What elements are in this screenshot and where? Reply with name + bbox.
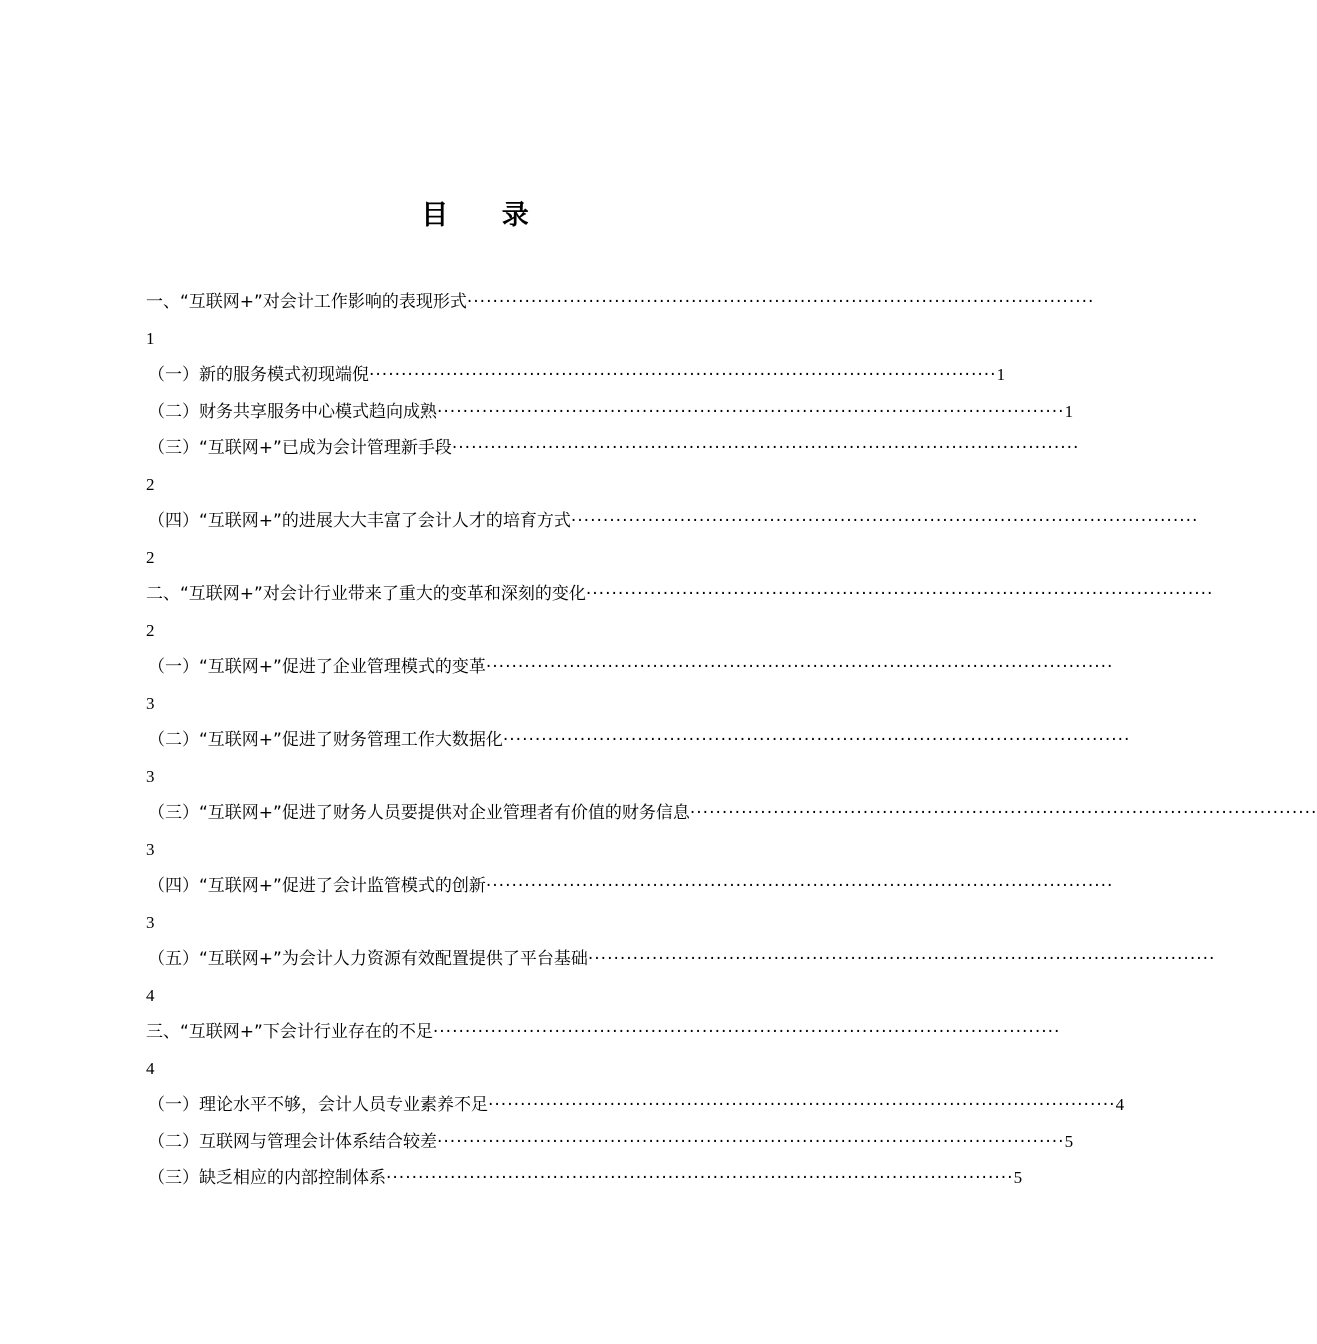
toc-entry-text: 三、“互联网+”下会计行业存在的不足	[146, 1022, 433, 1042]
toc-dot-leader: ··································································································	[502, 730, 1131, 750]
toc-dot-leader: ··································································································	[488, 1095, 1116, 1115]
toc-dot-leader: ··································································································	[689, 803, 1317, 823]
toc-page-number: 3	[146, 839, 155, 859]
toc-page-number: 5	[1013, 1168, 1023, 1187]
toc-dot-leader: ··································································································	[485, 657, 1114, 677]
toc-page-number: 5	[1064, 1131, 1074, 1151]
toc-entry-text: （三）缺乏相应的内部控制体系	[148, 1168, 386, 1188]
toc-entry-text: （四）“互联网+”促进了会计监管模式的创新	[148, 876, 486, 896]
toc-entry[interactable]	[146, 795, 1317, 868]
toc-page-number: 3	[146, 912, 155, 932]
toc-entry[interactable]	[146, 1124, 1074, 1161]
toc-entry-text: （三）“互联网+”促进了财务人员要提供对企业管理者有价值的财务信息	[148, 803, 690, 823]
toc-dot-leader: ··································································································	[587, 949, 1216, 969]
toc-entry[interactable]	[146, 649, 1114, 722]
toc-entry[interactable]	[146, 357, 1006, 394]
table-of-contents	[146, 284, 1317, 1197]
toc-entry-text: 二、“互联网+”对会计行业带来了重大的变革和深刻的变化	[146, 584, 586, 604]
toc-entry-text: （一）新的服务模式初现端倪	[148, 365, 369, 385]
toc-entry-text: （四）“互联网+”的进展大大丰富了会计人才的培育方式	[148, 511, 571, 531]
toc-page-number: 4	[1115, 1095, 1125, 1114]
toc-page-number: 3	[146, 693, 155, 713]
toc-page-number: 1	[996, 365, 1006, 384]
toc-entry-text: （一）理论水平不够，会计人员专业素养不足	[148, 1095, 488, 1115]
toc-page-number: 1	[146, 328, 155, 348]
toc-entry[interactable]	[146, 284, 1095, 357]
toc-entry[interactable]	[146, 722, 1131, 795]
toc-entry-text: （二）“互联网+”促进了财务管理工作大数据化	[148, 730, 503, 750]
toc-dot-leader: ··································································································	[432, 1022, 1061, 1042]
toc-dot-leader: ··································································································	[485, 876, 1114, 896]
toc-entry-text: （二）财务共享服务中心模式趋向成熟	[148, 401, 437, 422]
toc-page-number: 2	[146, 620, 155, 640]
toc-page-number: 2	[146, 474, 155, 494]
toc-dot-leader: ··································································································	[369, 365, 997, 385]
toc-page-number: 4	[146, 1058, 155, 1078]
toc-entry[interactable]	[146, 1014, 1061, 1087]
toc-dot-leader: ··································································································	[437, 401, 1065, 422]
toc-entry-text: （二）互联网与管理会计体系结合较差	[148, 1131, 437, 1152]
toc-dot-leader: ··································································································	[570, 511, 1199, 531]
toc-entry[interactable]	[146, 1160, 1023, 1197]
toc-dot-leader: ··································································································	[585, 584, 1214, 604]
toc-entry[interactable]	[146, 394, 1074, 431]
toc-entry-text: （一）“互联网+”促进了企业管理模式的变革	[148, 657, 486, 677]
toc-entry-text: （三）“互联网+”已成为会计管理新手段	[148, 438, 452, 458]
toc-page-number: 2	[146, 547, 155, 567]
toc-page-number: 4	[146, 985, 155, 1005]
toc-entry[interactable]	[146, 503, 1199, 576]
toc-dot-leader: ··································································································	[386, 1168, 1014, 1188]
toc-dot-leader: ··································································································	[466, 292, 1095, 312]
toc-page-number: 3	[146, 766, 155, 786]
toc-page-number: 1	[1064, 401, 1074, 421]
toc-entry[interactable]	[146, 1087, 1125, 1124]
toc-entry[interactable]	[146, 868, 1114, 941]
toc-entry[interactable]	[146, 576, 1214, 649]
toc-entry[interactable]	[146, 430, 1080, 503]
toc-entry-text: （五）“互联网+”为会计人力资源有效配置提供了平台基础	[148, 949, 588, 969]
toc-entry[interactable]	[146, 941, 1216, 1014]
toc-dot-leader: ··································································································	[451, 438, 1080, 458]
toc-title: 目 录	[421, 200, 551, 231]
toc-dot-leader: ··································································································	[437, 1131, 1065, 1152]
toc-entry-text: 一、“互联网+”对会计工作影响的表现形式	[146, 292, 467, 312]
